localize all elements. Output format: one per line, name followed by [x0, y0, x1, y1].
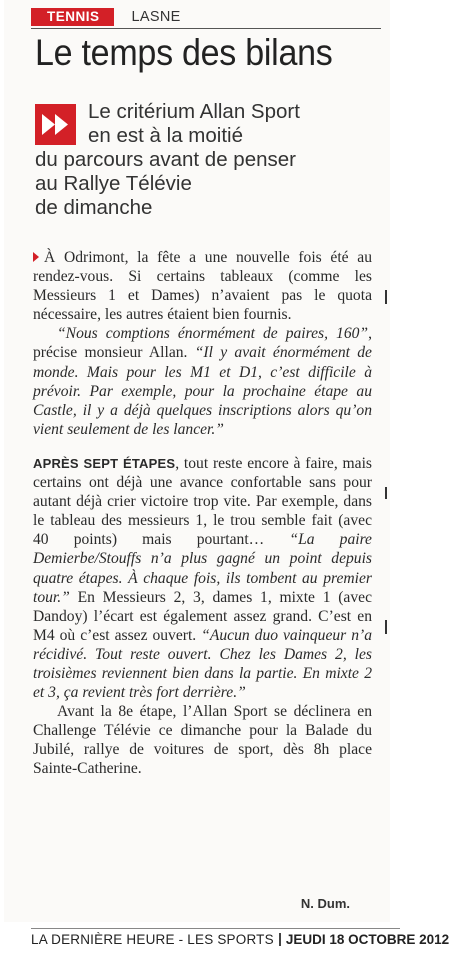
location-label: LASNE — [131, 9, 181, 25]
margin-tick — [385, 290, 387, 304]
article-body — [33, 248, 372, 779]
author-signature: N. Dum. — [300, 896, 350, 911]
deck-line: Le critérium Allan Sport — [88, 100, 300, 123]
section-rubric — [31, 7, 381, 27]
deck-line: de dimanche — [35, 196, 153, 219]
margin-tick — [385, 487, 387, 499]
footer-separator — [279, 933, 281, 946]
subhead-lead: APRÈS SEPT ÉTAPES — [33, 455, 176, 471]
paragraph-3: APRÈS SEPT ÉTAPES, tout reste encore à faire, mais certains ont déjà une avance confortable sans pour autant déjà crier victoire trop vite. Par exemple, dans le tableau des messieurs 1, le trou semble fait (avec 40 points) mais pourtant… “La paire Demierbe/Stouffs n’a plus gagné un point depuis quatre étapes. À chaque fois, ils tombent au premier tour.” En Messieurs 2, 3, dames 1, mixte 1 (avec Dandoy) l’écart est également assez grand. C’est en M4 où c’est assez ouvert. “Aucun duo vainqueur n’a récidivé. Tout reste ouvert. Chez les Dames 2, les troisièmes reviennent bien dans la partie. En mixte 2 et 3, ça revient très fort derrière.” — [33, 454, 372, 702]
paragraph-4: Avant la 8e étape, l’Allan Sport se déclinera en Challenge Télévie ce dimanche pour la Balade du Jubilé, rallye de voitures de sport, dès 8h place Sainte-Catherine. — [33, 703, 372, 778]
rubric-rule — [31, 28, 381, 29]
deck-line: du parcours avant de penser — [35, 148, 296, 171]
deck-line: en est à la moitié — [88, 124, 243, 147]
article-deck — [35, 100, 375, 220]
category-tag: TENNIS — [31, 8, 114, 26]
margin-tick — [385, 620, 387, 634]
publication-name: LA DERNIÈRE HEURE - LES SPORTS — [31, 932, 274, 947]
article-headline: Le temps des bilans — [35, 32, 333, 73]
paragraph-2: “Nous comptions énormément de paires, 160”, précise monsieur Allan. “Il y avait énormément de monde. Mais pour les M1 et D1, c’est difficile à prévoir. Par exemple, pour la prochaine étape au Castle, il y a déjà quelques inscriptions alors qu’on vient seulement de les lancer.” — [33, 325, 372, 438]
deck-line: au Rallye Télévie — [35, 172, 192, 195]
publication-date: JEUDI 18 OCTOBRE 2012 — [285, 932, 449, 947]
paragraph-marker-icon — [33, 252, 39, 262]
page-footer — [31, 928, 449, 951]
paragraph-1: À Odrimont, la fête a une nouvelle fois été au rendez-vous. Si certains tableaux (comme les Messieurs 1 et Dames) n’avaient pas le quota nécessaire, les autres étaient bien fournis. — [33, 249, 372, 324]
